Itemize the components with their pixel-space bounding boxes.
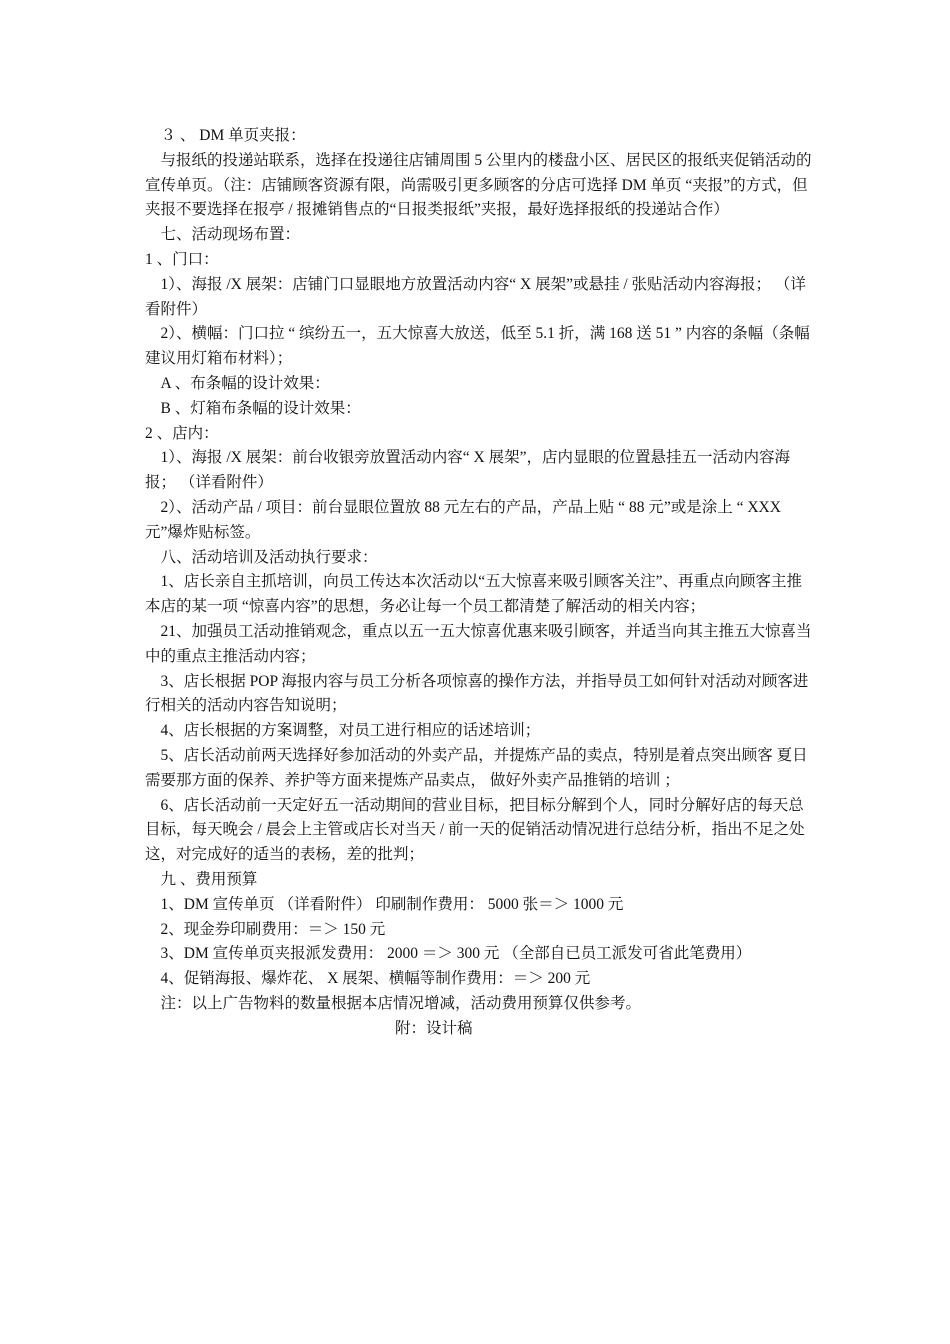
paragraph-entrance-poster: 1）、海报 /X 展架：店铺门口显眼地方放置活动内容“ X 展架”或悬挂 / 张贴活动内容海报； （详看附件） <box>145 275 806 318</box>
heading-training: 八、活动培训及活动执行要求： <box>145 548 378 566</box>
paragraph-banner-design-b: B 、灯箱布条幅的设计效果： <box>145 399 361 417</box>
paragraph-training-3: 3、店长根据 POP 海报内容与员工分析各项惊喜的操作方法，并指导员工如何针对活动对顾客进行相关的活动内容告知说明； <box>145 672 809 715</box>
paragraph-dm-insert: 与报纸的投递站联系，选择在投递往店铺周围 5 公里内的楼盘小区、居民区的报纸夹促销活动的宣传单页。（注：店铺顾客资源有限，尚需吸引更多顾客的分店可选择 DM 单页 “夹报”的方式，但夹报不要选择在报亭 / 报摊销售点的“日报类报纸”夹报，最好选择报纸的投递站合作） <box>145 151 812 219</box>
heading-budget: 九 、费用预算 <box>145 870 258 888</box>
paragraph-banner-design-a: A 、布条幅的设计效果： <box>145 374 330 392</box>
paragraph-training-5: 5、店长活动前两天选择好参加活动的外卖产品，并提炼产品的卖点，特别是着点突出顾客 夏日需要那方面的保养、养护等方面来提炼产品卖点， 做好外卖产品推销的培训 ； <box>145 746 808 789</box>
paragraph-budget-note: 注：以上广告物料的数量根据本店情况增减，活动费用预算仅供参考。 <box>145 994 642 1012</box>
paragraph-training-1: 1、店长亲自主抓培训，向员工传达本次活动以“五大惊喜来吸引顾客关注”、再重点向顾客主推本店的某一项 “惊喜内容”的思想，务必让每一个员工都清楚了解活动的相关内容； <box>145 573 803 616</box>
paragraph-budget-3: 3、DM 宣传单页夹报派发费用： 2000 ＝＞ 300 元 （全部自已员工派发可省此笔费用） <box>145 945 752 963</box>
paragraph-training-2: 21、加强员工活动推销观念，重点以五一五大惊喜优惠来吸引顾客，并适当向其主推五大惊喜当中的重点主推活动内容； <box>145 622 812 665</box>
paragraph-in-store-product: 2）、活动产品 / 项目：前台显眼位置放 88 元左右的产品，产品上贴 “ 88 元”或是涂上 “ XXX 元”爆炸贴标签。 <box>145 498 781 541</box>
paragraph-training-4: 4、店长根据的方案调整，对员工进行相应的话述培训； <box>145 722 541 740</box>
heading-dm-insert: ３ 、 DM 单页夹报： <box>145 127 306 144</box>
paragraph-budget-1: 1、DM 宣传单页 （详看附件） 印刷制作费用： 5000 张＝＞ 1000 元 <box>145 895 624 913</box>
subheading-entrance: 1 、门口： <box>145 250 219 268</box>
paragraph-training-6: 6、店长活动前一天定好五一活动期间的营业目标，把目标分解到个人，同时分解好店的每天总目标，每天晚会 / 晨会上主管或店长对当天 / 前一天的促销活动情况进行总结分析，指出不足之处这，对完成好的适当的表杨，差的批判； <box>145 796 805 864</box>
subheading-in-store: 2 、店内： <box>145 424 219 442</box>
paragraph-in-store-poster: 1）、海报 /X 展架：前台收银旁放置活动内容“ X 展架”，店内显眼的位置悬挂五一活动内容海报； （详看附件） <box>145 449 790 492</box>
paragraph-budget-2: 2、现金券印刷费用：＝＞ 150 元 <box>145 920 386 938</box>
heading-site-layout: 七、活动现场布置： <box>145 226 301 244</box>
paragraph-budget-4: 4、促销海报、爆炸花、 X 展架、横幅等制作费用：＝＞ 200 元 <box>145 970 591 988</box>
document-body <box>145 124 815 1041</box>
paragraph-entrance-banner: 2）、横幅：门口拉 “ 缤纷五一，五大惊喜大放送，低至 5.1 折，满 168 送 51 ” 内容的条幅（条幅建议用灯箱布材料）； <box>145 325 810 368</box>
footer-caption: 附：设计稿 <box>395 1019 473 1037</box>
